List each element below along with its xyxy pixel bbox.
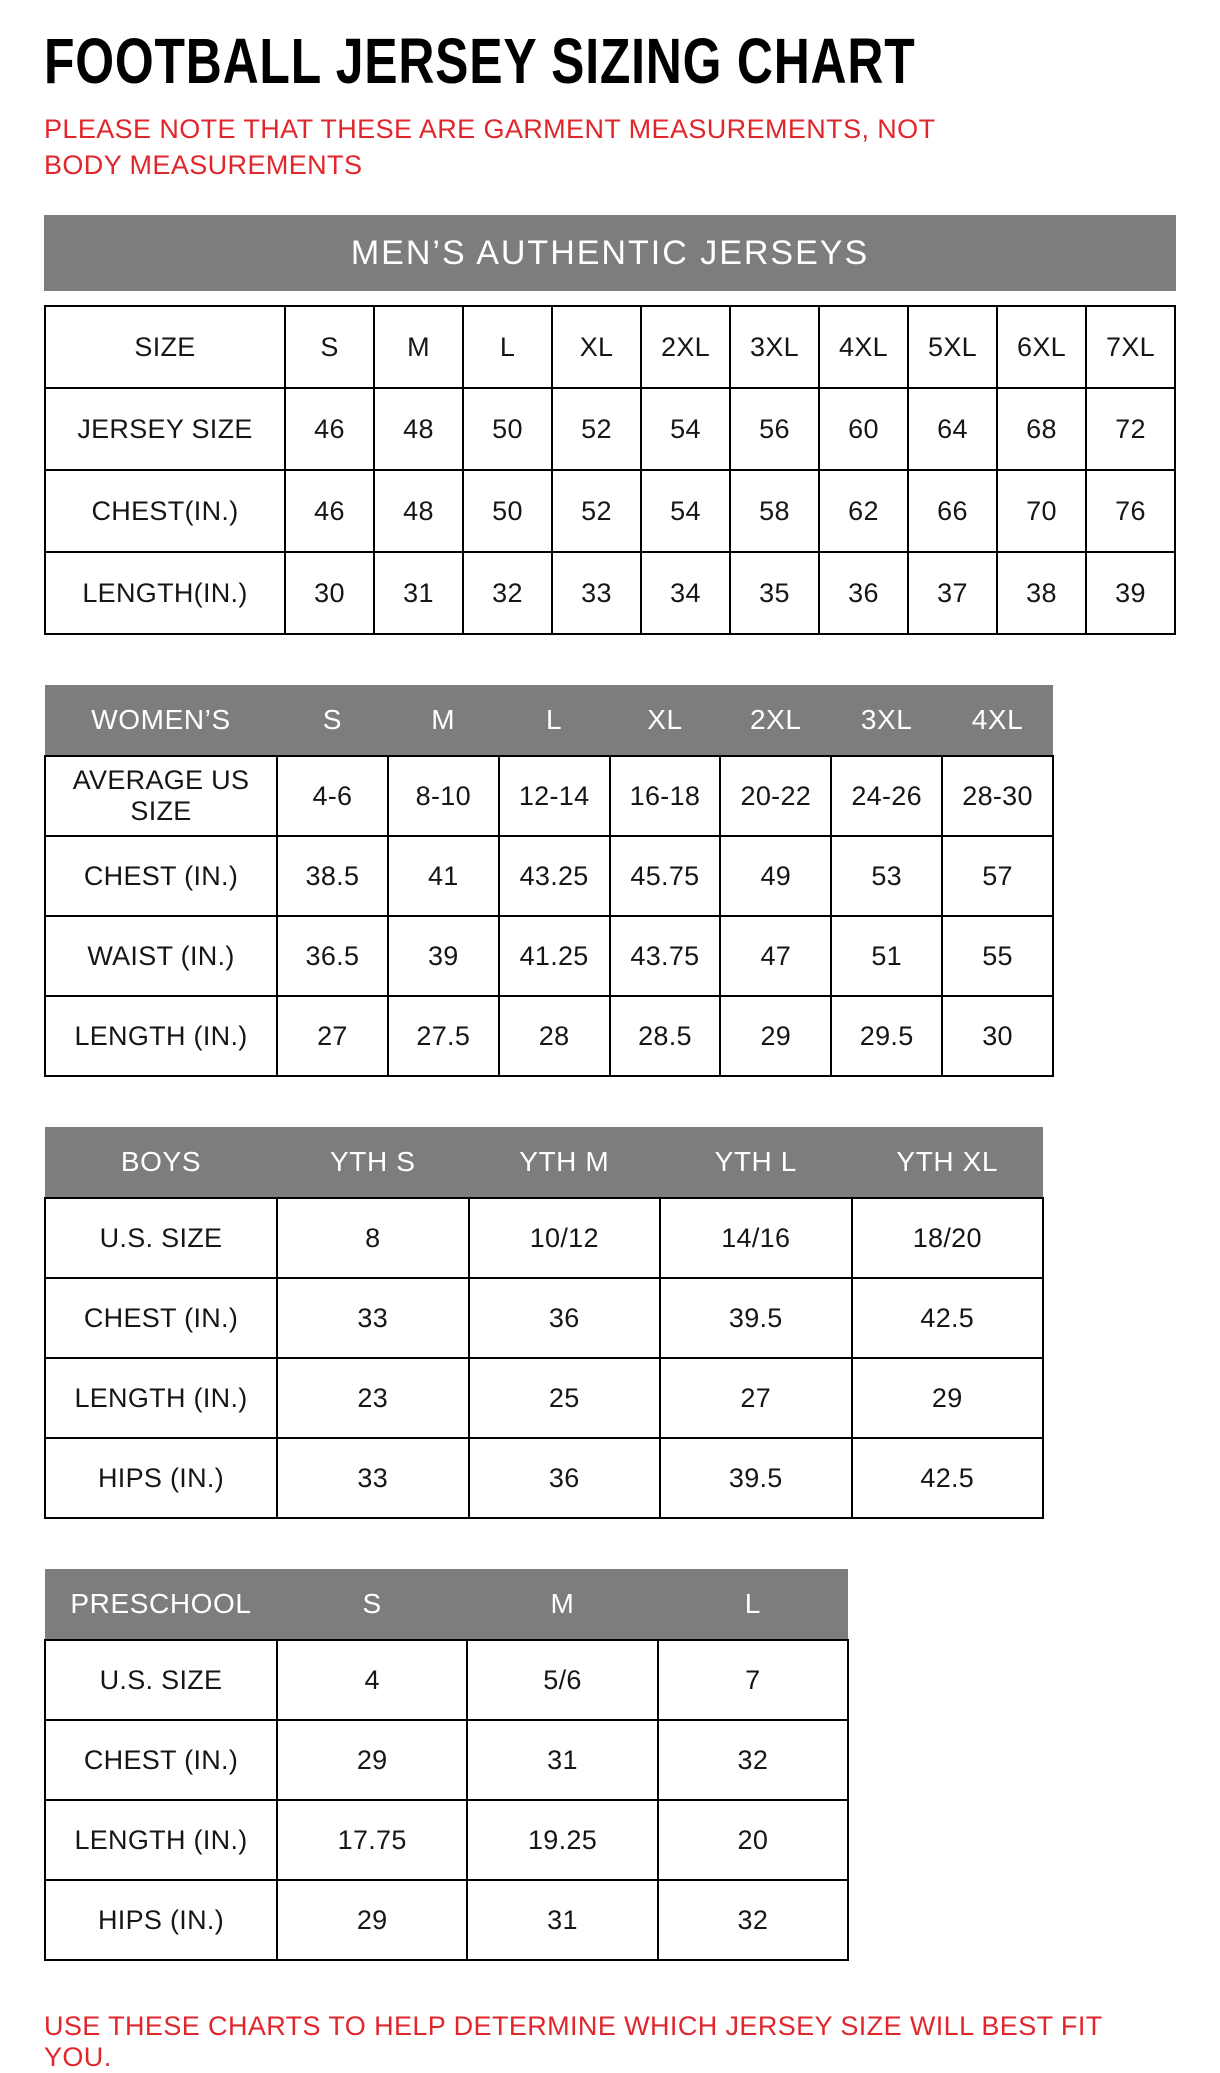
table-row: [45, 916, 1053, 996]
table-cell: 39: [388, 916, 499, 996]
row-label: LENGTH(IN.): [45, 552, 285, 634]
row-label: HIPS (IN.): [45, 1880, 277, 1960]
column-header: 3XL: [831, 685, 942, 756]
table-cell: 50: [463, 388, 552, 470]
table-cell: 53: [831, 836, 942, 916]
mens-jerseys-section: [44, 215, 1176, 635]
table-cell: 48: [374, 388, 463, 470]
table-cell: 2XL: [641, 306, 730, 388]
table-cell: 50: [463, 470, 552, 552]
table-cell: 4XL: [819, 306, 908, 388]
column-header: YTH S: [277, 1127, 469, 1198]
table-row: [45, 1358, 1043, 1438]
mens-jerseys-table: [44, 305, 1176, 635]
table-cell: 28: [499, 996, 610, 1076]
table-cell: 25: [469, 1358, 661, 1438]
header-row: [45, 685, 1053, 756]
column-header: 4XL: [942, 685, 1053, 756]
table-cell: 56: [730, 388, 819, 470]
table-row: [45, 836, 1053, 916]
row-label: CHEST(IN.): [45, 470, 285, 552]
table-cell: 76: [1086, 470, 1175, 552]
table-cell: L: [463, 306, 552, 388]
table-cell: XL: [552, 306, 641, 388]
table-cell: 14/16: [660, 1198, 852, 1278]
row-label: HIPS (IN.): [45, 1438, 277, 1518]
table-cell: 23: [277, 1358, 469, 1438]
table-cell: 46: [285, 388, 374, 470]
table-cell: 37: [908, 552, 997, 634]
table-cell: 57: [942, 836, 1053, 916]
column-header: S: [277, 685, 388, 756]
table-cell: 29.5: [831, 996, 942, 1076]
row-label: SIZE: [45, 306, 285, 388]
table-cell: 5XL: [908, 306, 997, 388]
table-cell: 32: [658, 1880, 848, 1960]
table-cell: 29: [277, 1880, 467, 1960]
table-cell: 52: [552, 470, 641, 552]
table-cell: 31: [467, 1720, 657, 1800]
table-cell: 18/20: [852, 1198, 1044, 1278]
header-row: [45, 1127, 1043, 1198]
row-label: U.S. SIZE: [45, 1640, 277, 1720]
table-row: [45, 1278, 1043, 1358]
table-cell: 4-6: [277, 756, 388, 836]
table-cell: 20-22: [720, 756, 831, 836]
table-row: [45, 388, 1175, 470]
column-header: YTH XL: [852, 1127, 1044, 1198]
table-cell: 38: [997, 552, 1086, 634]
table-row: [45, 1640, 848, 1720]
table-cell: 39.5: [660, 1438, 852, 1518]
table-row: [45, 306, 1175, 388]
womens-jerseys-table: [44, 685, 1054, 1077]
table-row: [45, 756, 1053, 836]
table-cell: 47: [720, 916, 831, 996]
table-cell: 3XL: [730, 306, 819, 388]
column-header: M: [388, 685, 499, 756]
table-cell: 46: [285, 470, 374, 552]
row-label: U.S. SIZE: [45, 1198, 277, 1278]
table-cell: 70: [997, 470, 1086, 552]
table-cell: 30: [942, 996, 1053, 1076]
table-cell: 7: [658, 1640, 848, 1720]
footer-note: USE THESE CHARTS TO HELP DETERMINE WHICH JERSEY SIZE WILL BEST FIT YOU.: [44, 2011, 1103, 2073]
table-cell: 43.25: [499, 836, 610, 916]
preschool-jerseys-section: [44, 1569, 1176, 1961]
table-row: [45, 470, 1175, 552]
row-label: AVERAGE US SIZE: [45, 756, 277, 836]
row-label: CHEST (IN.): [45, 1720, 277, 1800]
table-cell: 68: [997, 388, 1086, 470]
table-cell: 6XL: [997, 306, 1086, 388]
table-cell: 48: [374, 470, 463, 552]
table-cell: 33: [552, 552, 641, 634]
table-cell: 29: [277, 1720, 467, 1800]
mens-table-title-bar: MEN’S AUTHENTIC JERSEYS: [44, 215, 1176, 291]
table-cell: 49: [720, 836, 831, 916]
table-cell: 17.75: [277, 1800, 467, 1880]
table-row: [45, 996, 1053, 1076]
table-cell: 33: [277, 1278, 469, 1358]
column-header: YTH M: [469, 1127, 661, 1198]
row-label: LENGTH (IN.): [45, 996, 277, 1076]
table-cell: 29: [852, 1358, 1044, 1438]
table-cell: 10/12: [469, 1198, 661, 1278]
table-cell: 27: [660, 1358, 852, 1438]
preschool-jerseys-table: [44, 1569, 849, 1961]
table-row: [45, 1800, 848, 1880]
table-cell: 36: [819, 552, 908, 634]
table-cell: 19.25: [467, 1800, 657, 1880]
table-cell: 8: [277, 1198, 469, 1278]
table-cell: 39.5: [660, 1278, 852, 1358]
table-row: [45, 1438, 1043, 1518]
table-cell: 36: [469, 1438, 661, 1518]
table-cell: 32: [658, 1720, 848, 1800]
table-row: [45, 552, 1175, 634]
table-cell: 34: [641, 552, 730, 634]
table-cell: 30: [285, 552, 374, 634]
table-row: [45, 1880, 848, 1960]
column-header: M: [467, 1569, 657, 1640]
boys-jerseys-table: [44, 1127, 1044, 1519]
table-cell: 31: [467, 1880, 657, 1960]
table-cell: 5/6: [467, 1640, 657, 1720]
table-cell: 16-18: [610, 756, 721, 836]
column-header: YTH L: [660, 1127, 852, 1198]
table-cell: M: [374, 306, 463, 388]
table-cell: 8-10: [388, 756, 499, 836]
table-cell: 31: [374, 552, 463, 634]
page-title: FOOTBALL JERSEY SIZING CHART: [44, 25, 916, 97]
table-cell: 4: [277, 1640, 467, 1720]
row-label: LENGTH (IN.): [45, 1358, 277, 1438]
table-cell: 43.75: [610, 916, 721, 996]
table-cell: 28-30: [942, 756, 1053, 836]
table-cell: 62: [819, 470, 908, 552]
table-title-cell: WOMEN’S: [45, 685, 277, 756]
table-cell: 41.25: [499, 916, 610, 996]
womens-jerseys-section: [44, 685, 1176, 1077]
table-cell: 66: [908, 470, 997, 552]
table-cell: 51: [831, 916, 942, 996]
row-label: CHEST (IN.): [45, 836, 277, 916]
table-cell: 27: [277, 996, 388, 1076]
table-cell: 54: [641, 470, 730, 552]
table-row: [45, 1720, 848, 1800]
column-header: S: [277, 1569, 467, 1640]
garment-measurement-note: PLEASE NOTE THAT THESE ARE GARMENT MEASUREMENTS, NOT BODY MEASUREMENTS: [44, 114, 935, 180]
table-title-cell: BOYS: [45, 1127, 277, 1198]
row-label: JERSEY SIZE: [45, 388, 285, 470]
table-cell: 60: [819, 388, 908, 470]
table-cell: 24-26: [831, 756, 942, 836]
boys-jerseys-section: [44, 1127, 1176, 1519]
column-header: L: [658, 1569, 848, 1640]
table-cell: 52: [552, 388, 641, 470]
table-cell: 42.5: [852, 1438, 1044, 1518]
row-label: WAIST (IN.): [45, 916, 277, 996]
column-header: XL: [610, 685, 721, 756]
table-cell: 54: [641, 388, 730, 470]
table-cell: 64: [908, 388, 997, 470]
column-header: 2XL: [720, 685, 831, 756]
table-cell: 36.5: [277, 916, 388, 996]
table-cell: 35: [730, 552, 819, 634]
table-cell: 29: [720, 996, 831, 1076]
table-cell: 45.75: [610, 836, 721, 916]
table-cell: 39: [1086, 552, 1175, 634]
table-cell: 58: [730, 470, 819, 552]
table-cell: 72: [1086, 388, 1175, 470]
table-cell: 38.5: [277, 836, 388, 916]
row-label: CHEST (IN.): [45, 1278, 277, 1358]
table-cell: 55: [942, 916, 1053, 996]
table-cell: 12-14: [499, 756, 610, 836]
header-row: [45, 1569, 848, 1640]
table-cell: 42.5: [852, 1278, 1044, 1358]
table-cell: 7XL: [1086, 306, 1175, 388]
table-cell: 28.5: [610, 996, 721, 1076]
column-header: L: [499, 685, 610, 756]
table-cell: 32: [463, 552, 552, 634]
table-title-cell: PRESCHOOL: [45, 1569, 277, 1640]
table-cell: 20: [658, 1800, 848, 1880]
row-label: LENGTH (IN.): [45, 1800, 277, 1880]
table-cell: S: [285, 306, 374, 388]
table-cell: 41: [388, 836, 499, 916]
table-cell: 27.5: [388, 996, 499, 1076]
table-cell: 36: [469, 1278, 661, 1358]
table-row: [45, 1198, 1043, 1278]
table-cell: 33: [277, 1438, 469, 1518]
